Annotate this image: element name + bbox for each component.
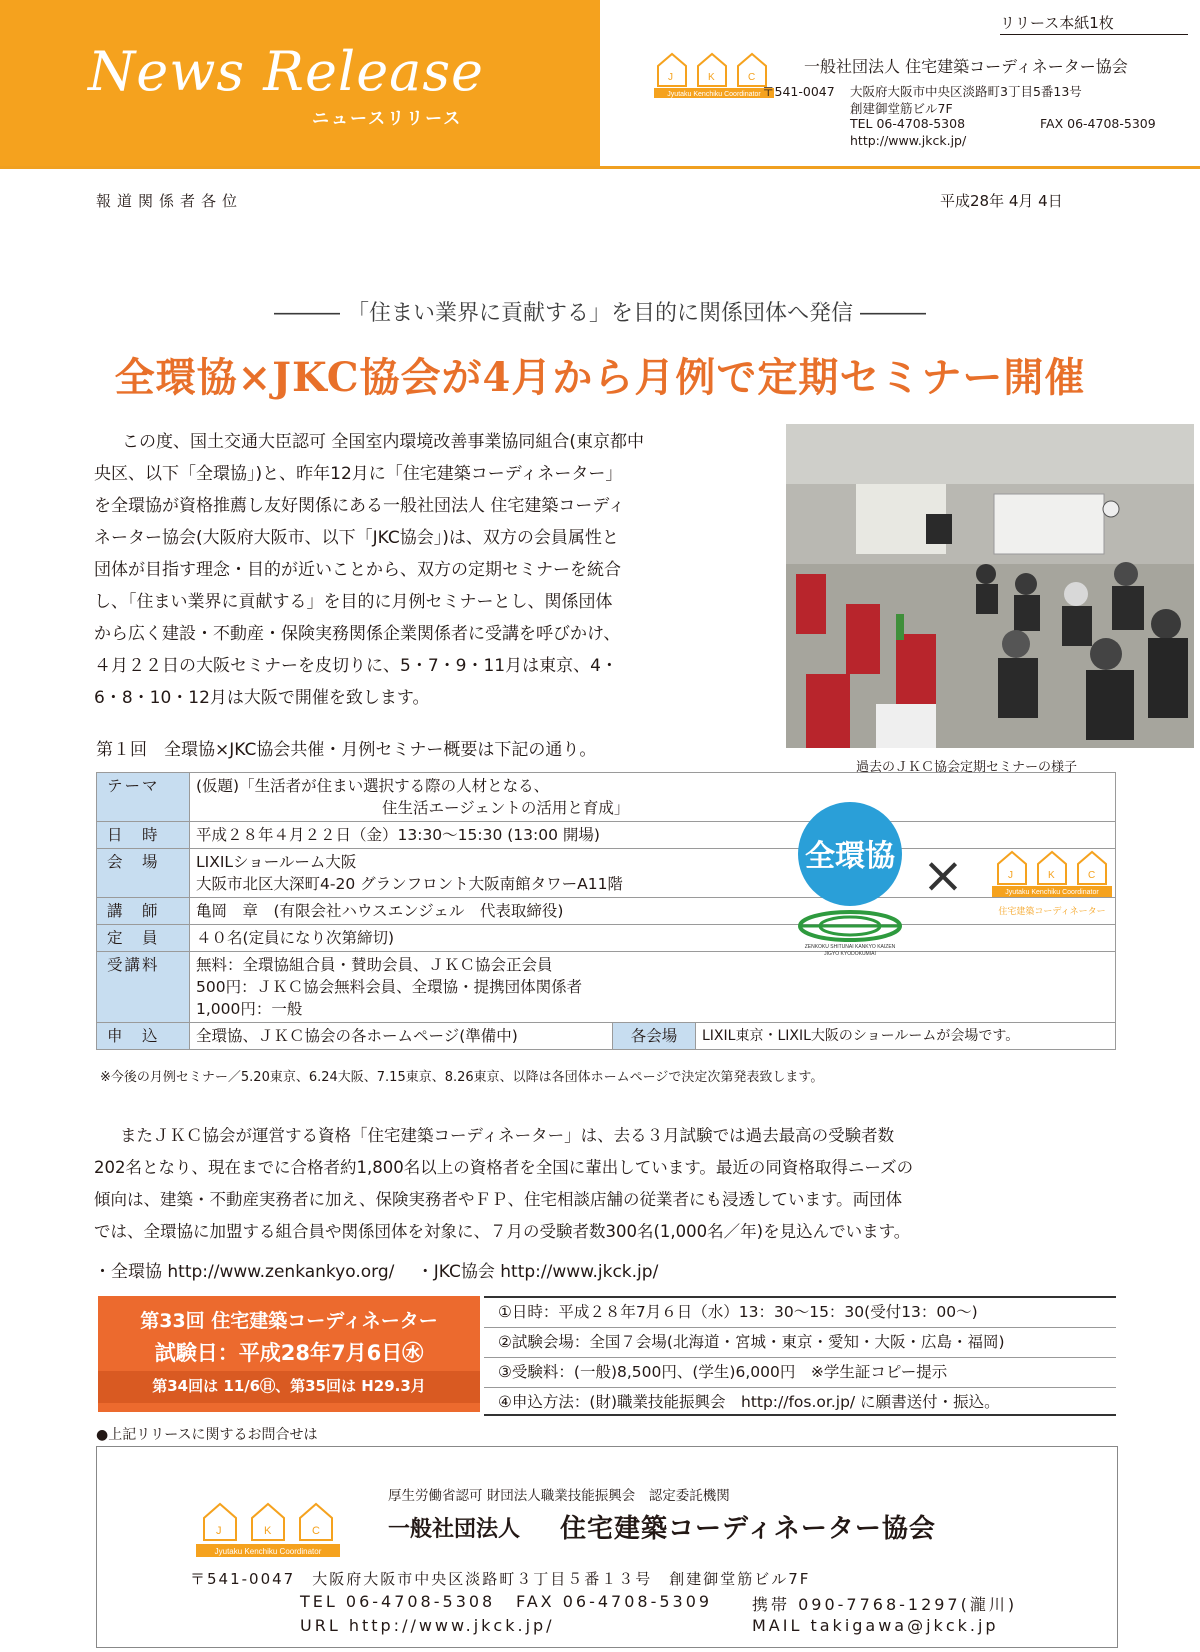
exam-detail-row: ①日時：平成２８年7月６日（水）13：30～15：30(受付13：00～) <box>484 1298 1116 1328</box>
exam-banner <box>98 1296 480 1412</box>
exam-next: 第34回は 11/6㊐、第35回は H29.3月 <box>98 1371 480 1403</box>
table-row <box>97 952 1116 1023</box>
body-line: から広く建設・不動産・保険実務関係企業関係者に受講を呼びかけ、 <box>94 624 621 644</box>
logo-letter-j: J <box>668 72 673 83</box>
theme-line-2: 住生活エージェントの活用と育成」 <box>382 799 630 817</box>
headline-subtitle: ――― 「住まい業界に貢献する」を目的に関係団体へ発信 ――― <box>274 301 926 326</box>
capacity-value: ４０名(定員になり次第締切) <box>190 925 1116 952</box>
jkc-logo-caption-jp: 住宅建築コーディネーター <box>998 907 1106 917</box>
para2-line: またＪＫＣ協会が運営する資格「住宅建築コーディネーター」は、去る３月試験では過去最高の受験者数 <box>120 1126 895 1145</box>
release-count-underline <box>1000 34 1188 35</box>
exam-details <box>484 1296 1116 1416</box>
zenkankyo-logo-graphic <box>790 800 910 960</box>
seminar-photo-graphic <box>786 424 1194 748</box>
logo-letter-k: K <box>1048 870 1055 881</box>
logo-letter-k: K <box>264 1525 272 1537</box>
jkc-logo-large-graphic <box>990 842 1114 928</box>
theme-label: テーマ <box>97 773 190 822</box>
fee-line-3: 1,000円：一般 <box>196 1000 303 1018</box>
footer-jkc-logo-graphic <box>194 1492 342 1564</box>
header-address2: 創建御堂筋ビル7F <box>850 101 953 116</box>
venues-label: 各会場 <box>613 1023 696 1050</box>
body-line: 央区、以下「全環協」)と、昨年12月に「住宅建築コーディネーター」 <box>94 464 623 484</box>
seminar-intro: 第１回 全環協×JKC協会共催・月例セミナー概要は下記の通り。 <box>96 740 597 760</box>
seminar-photo <box>786 424 1194 748</box>
body-paragraph <box>94 426 644 714</box>
logo-letter-j: J <box>1008 870 1013 881</box>
news-release-subtitle: ニュースリリース <box>312 109 463 129</box>
logo-letter-c: C <box>748 72 756 83</box>
table-row <box>97 773 1116 822</box>
exam-date: 試験日：平成28年7月6日㊌ <box>154 1341 424 1365</box>
body-line: この度、国土交通大臣認可 全国室内環境改善事業協同組合(東京都中 <box>122 432 645 452</box>
logo-letter-j: J <box>216 1525 222 1537</box>
lecturer-value: 亀岡 章 (有限会社ハウスエンジェル 代表取締役) <box>190 898 1116 925</box>
jkc-logo-graphic <box>652 44 776 104</box>
para2-line: 202名となり、現在までに合格者約1,800名以上の資格者を全国に輩出しています。最近の同資格取得ニーズの <box>94 1158 914 1177</box>
para2-line: では、全環協に加盟する組合員や関係団体を対象に、７月の受験者数300名(1,000名／年)を見込んでいます。 <box>94 1222 911 1241</box>
table-row <box>97 925 1116 952</box>
zenkankyo-logo-text: 全環協 <box>805 839 895 874</box>
exam-title: 第33回 住宅建築コーディネーター <box>140 1310 438 1332</box>
release-date: 平成28年 4月 4日 <box>940 192 1063 210</box>
zenkankyo-logo <box>790 800 910 960</box>
headline-title: 全環協×JKC協会が4月から月例で定期セミナー開催 <box>114 354 1086 401</box>
logo-caption: Jyutaku Kenchiku Coordinator <box>667 91 761 98</box>
contact-note: ●上記リリースに関するお問合せは <box>96 1427 318 1443</box>
footer-tel: TEL 06-4708-5308 <box>300 1592 496 1611</box>
body-line: ４月２２日の大阪セミナーを皮切りに、5・7・9・11月は東京、4・ <box>94 656 618 676</box>
zenkankyo-logo-sub1: ZENKOKU SHITUNAI KANKYO KAIZEN <box>804 944 896 950</box>
footer-org-prefix: 一般社団法人 <box>388 1517 521 1542</box>
seminar-table <box>96 772 1116 1050</box>
footer-jkc-logo <box>194 1492 342 1564</box>
photo-caption: 過去のＪＫＣ協会定期セミナーの様子 <box>856 760 1078 775</box>
theme-cell <box>190 773 1116 822</box>
fee-cell <box>190 952 1116 1023</box>
footer-address: 〒541-0047 大阪府大阪市中央区淡路町３丁目５番１３号 創建御堂筋ビル7F <box>190 1570 811 1588</box>
apply-value: 全環協、ＪＫＣ協会の各ホームページ(準備中) <box>190 1023 613 1050</box>
capacity-label: 定 員 <box>97 925 190 952</box>
fee-label: 受講料 <box>97 952 190 1023</box>
datetime-label: 日 時 <box>97 822 190 849</box>
exam-detail-row: ②試験会場：全国７会場(北海道・宮城・東京・愛知・大阪・広島・福岡) <box>484 1328 1116 1358</box>
datetime-value: 平成２８年４月２２日（金）13:30～15:30 (13:00 開場) <box>190 822 1116 849</box>
footer-fax: FAX 06-4708-5309 <box>516 1592 713 1611</box>
header-url[interactable]: http://www.jkck.jp/ <box>850 133 967 148</box>
body-line: 6・8・10・12月は大阪で開催を致します。 <box>94 688 430 708</box>
footer-url[interactable]: URL http://www.jkck.jp/ <box>300 1616 555 1635</box>
jkc-logo <box>652 44 776 104</box>
body-line: ネーター協会(大阪府大阪市、以下「JKC協会」)は、双方の会員属性と <box>94 528 619 548</box>
logo-letter-k: K <box>708 72 715 83</box>
news-release-banner <box>0 0 600 166</box>
para2-line: 傾向は、建築・不動産実務者に加え、保険実務者やＦＰ、住宅相談店舗の従業者にも浸透しています。両団体 <box>94 1190 903 1209</box>
body-line: を全環協が資格推薦し友好関係にある一般社団法人 住宅建築コーディ <box>94 496 626 516</box>
footer-org-name: 住宅建築コーディネーター協会 <box>560 1514 936 1544</box>
header-org-name: 一般社団法人 住宅建築コーディネーター協会 <box>804 57 1128 76</box>
header-address1: 大阪府大阪市中央区淡路町3丁目5番13号 <box>850 84 1082 99</box>
news-release-title: News Release <box>88 40 485 103</box>
body-line: 団体が目指す理念・目的が近いことから、双方の定期セミナーを統合 <box>94 560 621 580</box>
body-line: し、「住まい業界に貢献する」を目的に月例セミナーとし、関係団体 <box>94 592 613 612</box>
footer-mail[interactable]: MAIL takigawa@jkck.jp <box>752 1616 999 1635</box>
venue-label: 会 場 <box>97 849 190 898</box>
theme-line-1: (仮題)「生活者が住まい選択する際の人材となる、 <box>196 777 550 795</box>
fee-line-2: 500円：ＪＫＣ協会無料会員、全環協・提携団体関係者 <box>196 978 583 996</box>
logo-caption: Jyutaku Kenchiku Coordinator <box>214 1547 322 1556</box>
schedule-note: ※今後の月例セミナー／5.20東京、6.24大阪、7.15東京、8.26東京、以降は各団体ホームページで決定次第発表致します。 <box>100 1070 824 1085</box>
footer-accreditation: 厚生労働省認可 財団法人職業技能振興会 認定委託機関 <box>388 1488 730 1504</box>
venue-line-2: 大阪市北区大深町4-20 グランフロント大阪南館タワーA11階 <box>196 875 623 893</box>
venues-value: LIXIL東京・LIXIL大阪のショールームが会場です。 <box>696 1023 1116 1050</box>
logo-letter-c: C <box>312 1525 320 1537</box>
logo-caption: Jyutaku Kenchiku Coordinator <box>1005 889 1099 896</box>
footer-mobile: 携帯 090-7768-1297(瀧川) <box>752 1595 1018 1614</box>
table-row <box>97 822 1116 849</box>
jkc-logo-large <box>990 842 1114 928</box>
fee-line-1: 無料：全環協組合員・賛助会員、ＪＫＣ協会正会員 <box>196 956 553 974</box>
release-count: リリース本紙1枚 <box>1000 14 1114 32</box>
to-press: 報道関係者各位 <box>96 192 244 210</box>
header-fax: FAX 06-4708-5309 <box>1040 116 1156 131</box>
header-tel: TEL 06-4708-5308 <box>850 116 966 131</box>
collaboration-cross: × <box>922 846 964 904</box>
venue-line-1: LIXILショールーム大阪 <box>196 853 357 871</box>
logo-letter-c: C <box>1088 870 1096 881</box>
zenkankyo-logo-sub2: JIGYO KYODOKUMIAI <box>824 951 876 957</box>
venue-cell <box>190 849 1116 898</box>
header-postal: 〒541-0047 <box>762 84 835 99</box>
apply-label: 申 込 <box>97 1023 190 1050</box>
related-links[interactable]: ・全環協 http://www.zenkankyo.org/ ・JKC協会 http://www.jkck.jp/ <box>94 1262 659 1282</box>
qualification-paragraph <box>94 1120 913 1248</box>
exam-detail-row: ④申込方法：(財)職業技能振興会 http://fos.or.jp/ に願書送付・振込。 <box>498 1393 1000 1411</box>
exam-detail-row: ③受験料：(一般)8,500円、(学生)6,000円 ※学生証コピー提示 <box>484 1358 1116 1388</box>
table-row <box>97 1023 1116 1050</box>
lecturer-label: 講 師 <box>97 898 190 925</box>
